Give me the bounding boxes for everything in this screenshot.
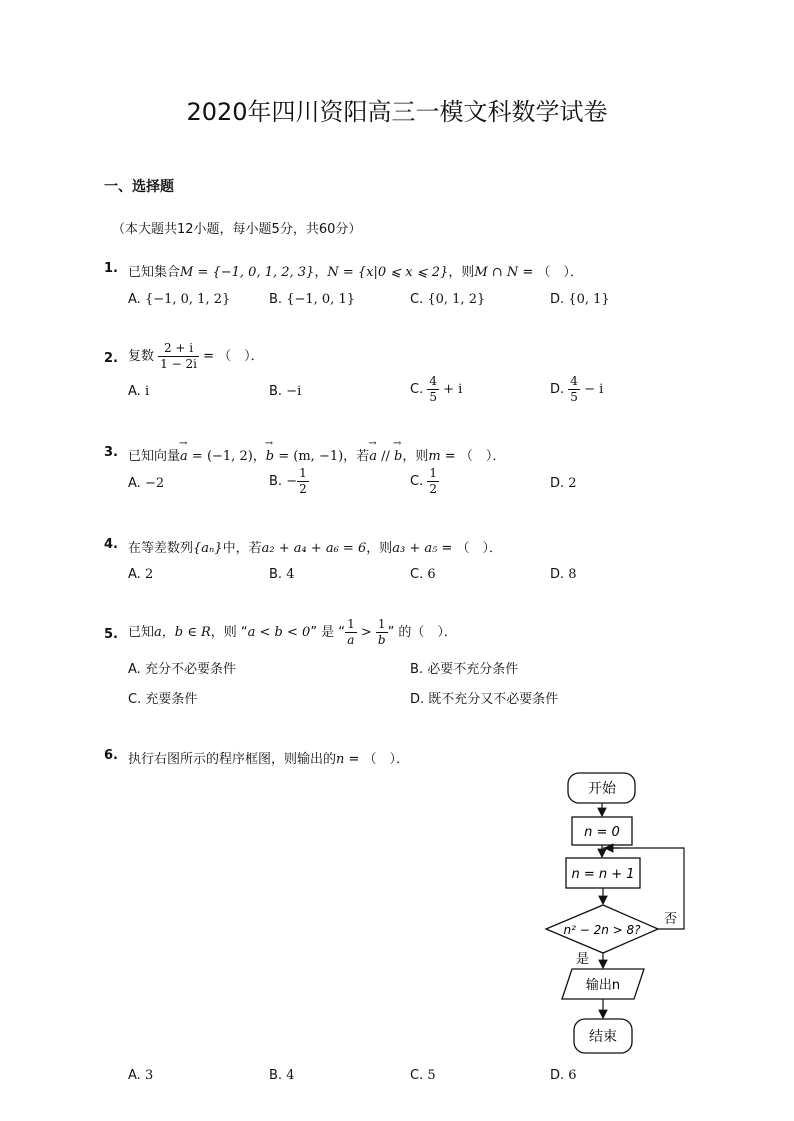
question-3-number: 3.	[104, 445, 118, 460]
question-2-number: 2.	[104, 351, 118, 366]
q2-option-a[interactable]: A. i	[128, 384, 150, 399]
q5-stem-post: ” 的（ ）．	[387, 625, 457, 640]
q6-option-b[interactable]: B. 4	[269, 1068, 295, 1083]
q4-option-d[interactable]: D. 8	[550, 567, 577, 582]
q5-option-a[interactable]: A. 充分不必要条件	[128, 662, 236, 677]
q3-mid: ，则	[402, 449, 429, 464]
q3-vector-b: → b	[266, 449, 274, 464]
q3-stem-post: = （ ）．	[440, 449, 506, 464]
q3-var: m	[428, 449, 441, 464]
q5-fraction-2: $\frac{1}{b}$	[377, 617, 386, 647]
question-4-number: 4.	[104, 537, 118, 552]
question-6-number: 6.	[104, 748, 118, 763]
q4-sequence: {aₙ}	[193, 541, 223, 556]
q5-mid1: ，则 “	[210, 625, 248, 640]
q3-eq2: = (m, −1)，若	[274, 449, 370, 464]
q4-option-b[interactable]: B. 4	[269, 567, 295, 582]
question-1-stem	[128, 261, 583, 280]
q5-stem-pre: 已知	[128, 625, 155, 640]
q5-option-c[interactable]: C. 充要条件	[128, 692, 198, 707]
question-2-stem	[128, 341, 264, 372]
section-note: （本大题共12小题，每小题5分，共60分）	[112, 222, 362, 237]
q2-option-c[interactable]: C. $\frac{4}{5}$ + i	[410, 374, 463, 404]
page-title: 2020年四川资阳高三一模文科数学试卷	[186, 98, 608, 126]
q4-ask: a₃ + a₅	[392, 541, 438, 556]
q4-condition: a₂ + a₄ + a₆ = 6	[261, 541, 367, 556]
q5-condition-1: a < b < 0	[247, 625, 311, 640]
q4-mid1: 中，若	[222, 541, 262, 556]
flow-init-label: n = 0	[584, 825, 620, 840]
q1-option-b[interactable]: B. {−1, 0, 1}	[269, 292, 355, 307]
q2-option-d[interactable]: D. $\frac{4}{5}$ − i	[550, 374, 604, 404]
question-1-number: 1.	[104, 261, 118, 276]
q3-eq1: = (−1, 2)，	[187, 449, 266, 464]
question-5-stem	[128, 617, 457, 648]
q1-stem-pre: 已知集合	[128, 265, 181, 280]
q2-stem-pre: 复数	[128, 349, 155, 364]
q5-fraction-1: $\frac{1}{a}$	[347, 617, 355, 647]
flow-decision-label: n² − 2n > 8?	[563, 923, 641, 937]
q2-fraction: $\frac{2 + i}{1 - 2i}$	[160, 341, 197, 371]
q4-stem-post: = （ ）．	[437, 541, 503, 556]
q3-option-d[interactable]: D. 2	[550, 476, 577, 491]
question-6-stem	[128, 748, 409, 767]
q5-vars: a，b ∈ R	[154, 625, 211, 640]
q1-set-n: N = {x|0 ⩽ x ⩽ 2}	[327, 265, 449, 280]
q1-option-a[interactable]: A. {−1, 0, 1, 2}	[128, 292, 231, 307]
q3-vector-a-2: → a	[369, 449, 377, 464]
flow-output-label: 输出n	[585, 978, 621, 993]
flow-yes-label: 是	[576, 952, 590, 967]
flow-end-label: 结束	[589, 1029, 617, 1045]
question-5-number: 5.	[104, 627, 118, 642]
q6-stem-pre: 执行右图所示的程序框图，则输出的	[128, 752, 337, 767]
flow-step-label: n = n + 1	[571, 867, 635, 882]
q2-option-b[interactable]: B. −i	[269, 384, 302, 399]
q1-intersection: M ∩ N	[474, 265, 519, 280]
q3-option-b[interactable]: B. − $\frac{1}{2}$	[269, 466, 307, 496]
question-4-stem	[128, 537, 502, 556]
q4-option-c[interactable]: C. 6	[410, 567, 436, 582]
q1-sep: ，	[314, 265, 328, 280]
q6-option-c[interactable]: C. 5	[410, 1068, 436, 1083]
q5-option-d[interactable]: D. 既不充分又不必要条件	[410, 692, 559, 707]
q3-vector-b-2: → b	[394, 449, 402, 464]
q1-stem-post: = （ ）．	[518, 265, 583, 280]
question-3-stem	[128, 445, 505, 464]
section-heading: 一、选择题	[104, 179, 174, 195]
q5-mid2: ” 是 “	[310, 625, 346, 640]
q1-mid: ，则	[448, 265, 475, 280]
q6-var: n	[336, 752, 345, 767]
q6-option-a[interactable]: A. 3	[128, 1068, 154, 1083]
q1-option-d[interactable]: D. {0, 1}	[550, 292, 610, 307]
q3-stem-pre: 已知向量	[128, 449, 181, 464]
q4-mid2: ，则	[366, 541, 393, 556]
q3-option-a[interactable]: A. −2	[128, 476, 165, 491]
q6-stem-post: = （ ）．	[344, 752, 410, 767]
q1-option-c[interactable]: C. {0, 1, 2}	[410, 292, 486, 307]
flow-start-label: 开始	[588, 781, 616, 797]
q6-option-d[interactable]: D. 6	[550, 1068, 577, 1083]
q4-stem-pre: 在等差数列	[128, 541, 194, 556]
q5-gt: >	[356, 625, 376, 640]
flow-no-label: 否	[664, 912, 678, 927]
q3-option-c[interactable]: C. $\frac{1}{2}$	[410, 466, 437, 496]
q5-option-b[interactable]: B. 必要不充分条件	[410, 662, 519, 677]
q3-parallel: //	[376, 449, 394, 464]
q3-vector-a: → a	[180, 449, 188, 464]
flowchart	[540, 768, 700, 1068]
q4-option-a[interactable]: A. 2	[128, 567, 154, 582]
q2-stem-post: = （ ）．	[203, 349, 264, 364]
q1-set-m: M = {−1, 0, 1, 2, 3}	[180, 265, 315, 280]
